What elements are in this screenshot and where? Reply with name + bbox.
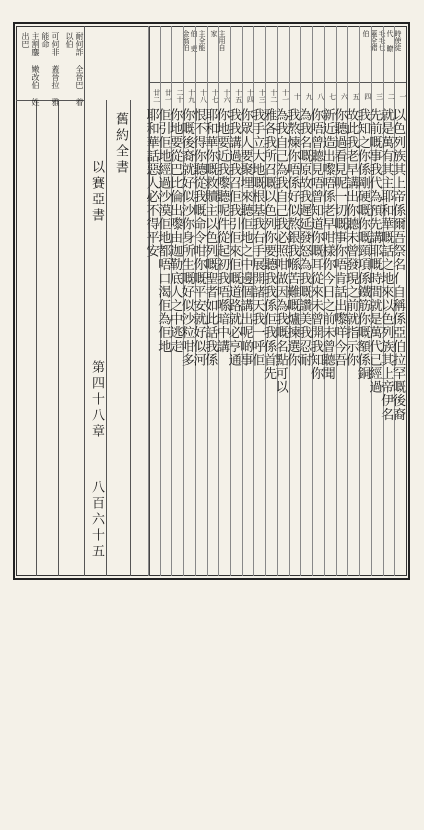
verse-number: 八: [316, 92, 325, 100]
verse-column: [296, 26, 314, 576]
verse-number: 七: [328, 92, 337, 100]
verse-column: [354, 26, 372, 576]
verse-text: 我知之你係剛硬嘅你嘅頸項係鐵筋你嘅額係銅: [354, 108, 370, 380]
column-rule: [106, 100, 107, 576]
verse-column: [331, 26, 349, 576]
verse-column: [319, 26, 337, 576]
verse-number: 十: [293, 92, 302, 100]
verse-number: 二: [387, 92, 396, 100]
verse-number: 十八: [199, 89, 208, 103]
left-note-3: [20, 32, 40, 112]
verse-column: [307, 26, 325, 576]
note-line: 姓出巴: [21, 32, 40, 106]
column-rule: [130, 100, 131, 576]
left-note-2: [40, 32, 60, 112]
note-line: 全晉巴: [75, 65, 84, 89]
verse-number: 十三: [258, 89, 267, 103]
verse-number: 六: [340, 92, 349, 100]
column-rule: [58, 100, 59, 576]
verse-text: 新近造出嚟唔係老早咁樣你今日之前未曾聽聞: [319, 108, 335, 380]
verse-text: 以色列族其上帝係爾吾祭名亻自稱係亞伯拉罕嘅後裔: [390, 108, 405, 421]
verse-text: 就是萬有其主耶和華嘅話之地來以色列族其上帝伊名: [378, 108, 394, 421]
book-title: 舊約全書: [113, 112, 128, 176]
verse-number: 三: [375, 92, 384, 100]
note-line: 可何非: [51, 32, 60, 56]
verse-text: 你眾人要聚埋來聽佢地之中邊個講出呢啲事: [237, 108, 253, 367]
note-line: 雅能命: [41, 32, 60, 106]
verse-text: 你聽過看見呢一切嘅事你唔肯話出嚟咩今吾: [331, 108, 347, 367]
verse-text: 雅各我所召嘅以色列你要聽我我係佢我係首先: [260, 108, 276, 380]
verse-number: 一: [399, 92, 407, 100]
note-line: 着以伯: [65, 32, 84, 106]
left-note-1: [64, 32, 84, 112]
verse-text: 先前嘅事我代為預先講耶嘅時間就是萬代已經過: [366, 108, 382, 394]
page-number: 八百六十五: [89, 480, 104, 560]
verse-number: 五: [352, 92, 361, 100]
verse-number: 二十: [176, 89, 185, 103]
panel-separator: [84, 26, 85, 576]
verse-number: 廿一: [164, 89, 173, 103]
verse-column: [343, 26, 361, 576]
annotation-line: 主用自家: [210, 30, 226, 51]
note-line: 主割鏖: [31, 32, 40, 56]
verse-text: 為我名嘅原故我遲延發怒為我嘅讚美我忍耐: [296, 108, 312, 367]
verse-text: 我我講過我召佢我引佢來佢嘅道路就必亨通: [225, 108, 241, 367]
verse-number: 九: [305, 92, 314, 100]
verse-text: 你唔曾聽見唔曾知道你嘅耳從來未曾開我知你: [307, 108, 323, 380]
verse-text: 我熬煉你唔係好似熬銀我喺苦難嘅爐揀選你: [284, 108, 300, 367]
verse-text: 佢引佢地經過沙漠佢地都唔口渴佢為佢地: [155, 108, 171, 353]
annotation-line: 蓋全錯伯: [362, 30, 378, 51]
note-line: 嫩改伯: [31, 65, 40, 89]
verse-text: 你地要近我嚟聽呢件從起初我唔喺暗中講: [213, 108, 229, 353]
verse-columns: [143, 26, 407, 576]
verse-number: 廿二: [152, 89, 161, 103]
annotation-line: 瞭毛毛乜: [378, 30, 394, 52]
verse-number: 十六: [222, 89, 231, 103]
annotation-line: 時使徒代: [386, 30, 402, 51]
verse-number: 十二: [269, 89, 278, 103]
verse-number: 四: [363, 92, 372, 100]
verse-number: 十四: [246, 89, 255, 103]
verse-column: [378, 26, 396, 576]
verse-number: 十五: [234, 89, 243, 103]
verse-text: 耶和華你嘅救贖主以色列嘅聖者如此話我係: [202, 108, 218, 367]
verse-number: 十九: [187, 89, 196, 103]
verse-column: [390, 26, 407, 576]
column-rule: [36, 100, 37, 576]
chapter-label: 第四十八章: [89, 360, 104, 440]
verse-text: 耶和華話惡人必不得平安: [143, 108, 159, 258]
verse-text: 你嘅後裔就好似沙你身所生嘅好似沙粒咁多: [178, 108, 194, 367]
annotation-line: 吏金翁伯: [182, 30, 198, 52]
note-line: 蓋晉拉: [51, 65, 60, 89]
book-name: 以賽亞書: [89, 160, 104, 224]
verse-text: 為我自己為我自己我必照咁做因為我嘅名點可以: [272, 108, 288, 394]
verse-text: 你地要從巴比倫出嚟由迦勒底人之中逃走: [167, 108, 183, 353]
verse-text: 恨不得你聽從我嘅命令咁你嘅平安就好似河: [190, 108, 206, 367]
verse-number: 十一: [281, 89, 290, 103]
verse-number: 十七: [211, 89, 220, 103]
note-line: 耐何詐: [75, 32, 84, 56]
annotation-line: 主全能伯: [190, 30, 206, 51]
verse-text: 故此我老早講出你聽未曾發現之前就指示你: [343, 108, 359, 367]
verse-text: 我手立大地嘅根基我右手展開諸天我一呼佢: [249, 108, 265, 367]
